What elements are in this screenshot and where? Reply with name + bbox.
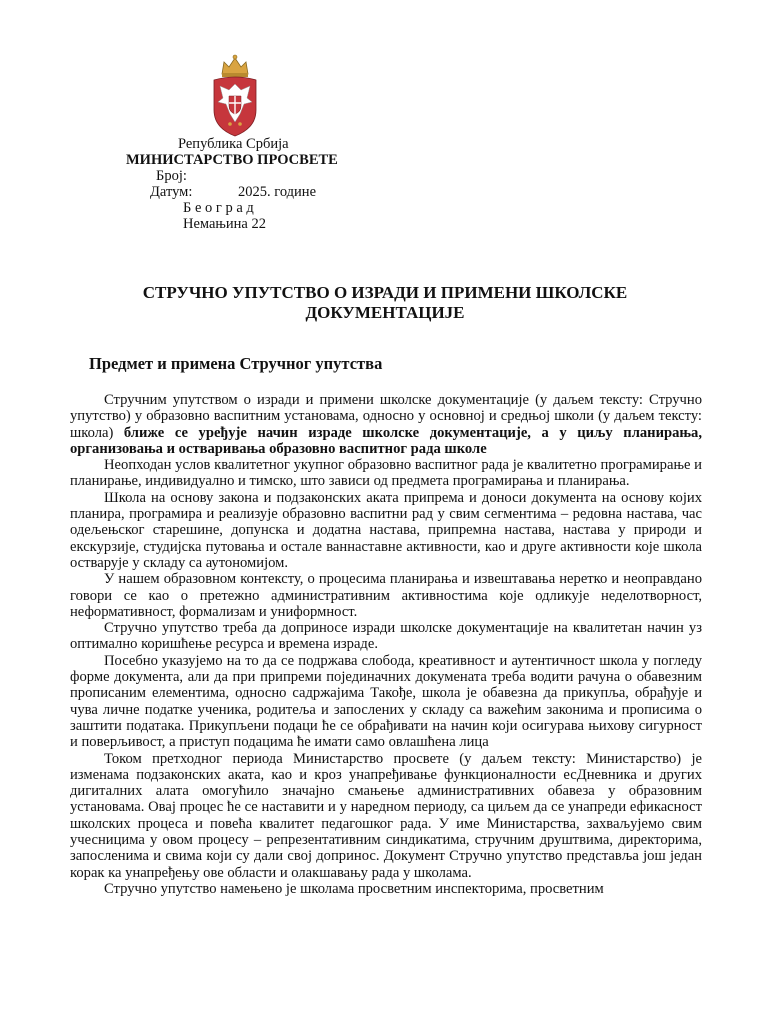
paragraph-3: Школа на основу закона и подзаконских аката припрема и доноси документа на основу којих планира, програмира и реализује образовно васпитни рад у свим сегментима – редовна настава, час одељењског старешине, допунска и додатна настава, припремна настава, настава у природи и екскурзије, студијска путовања и остале ваннаставне активности, као и друге активности које школа остварује у складу са аутономијом. bbox=[70, 489, 702, 571]
document-title-line-2: ДОКУМЕНТАЦИЈЕ bbox=[305, 303, 465, 322]
document-title-line-1: СТРУЧНО УПУТСТВО О ИЗРАДИ И ПРИМЕНИ ШКОЛСКЕ bbox=[142, 283, 628, 302]
paragraph-2: Неопходан услов квалитетног укупног образовно васпитног рада је квалитетно програмирање и планирање, индивидуално и тимско, што зависи од предмета програмирања и планирања. bbox=[70, 457, 702, 490]
paragraph-8: Стручно упутство намењено је школама просветним инспекторима, просветним bbox=[104, 880, 604, 897]
header-number-label: Број: bbox=[156, 168, 187, 184]
paragraph-7: Током претходног периода Министарство просвете (у даљем тексту: Министарство) је изменама подзаконских аката, као и кроз унапређивање функционалности есДневника и других дигиталних алата омогућило значајно смањење административних обавеза у образовним установама. Овај процес ће се наставити и у наредном периоду, са циљем да се унапреди ефикасност школских процеса и повећа квалитет педагошког рада. У име Министарства, захваљујемо свим учесницима у овом процесу – репрезентативним синдикатима, стручним друштвима, директорима, запосленима и свима који су дали свој допринос. Документ Стручно упутство представља још један корак ка унапређењу ове области и олакшавању рада у школама. bbox=[70, 750, 702, 881]
header-address: Немањина 22 bbox=[183, 216, 266, 232]
document-body bbox=[70, 392, 702, 897]
document-title bbox=[60, 283, 710, 323]
paragraph-1 bbox=[70, 392, 702, 457]
paragraph-6: Посебно указујемо на то да се подржава слобода, креативност и аутентичност школа у погледу форме документа, али да при припреми појединачних докумената треба водити рачуна о обавезним прописаним елементима, односно садржајима Такође, школа је обавезна да прикупља, обрађује и чува личне податке ученика, родитеља и запослених у складу са важећим законима и прописима о заштити података. Прикупљени подаци ће се обрађивати на начин који осигурава њихову сигурност и поверљивост, а приступ подацима ће имати само овлашћена лица bbox=[70, 652, 702, 751]
header-republic: Република Србија bbox=[178, 136, 289, 152]
header-city: Б е о г р а д bbox=[183, 200, 254, 216]
header-date-value: 2025. године bbox=[238, 184, 317, 200]
paragraph-1-bold: ближе се уређује начин израде школске документације, а у циљу планирања, организовања и остваривања образовно васпитног рада школе bbox=[70, 424, 702, 457]
header-date-label: Датум: bbox=[150, 184, 193, 200]
paragraph-4: У нашем образовном контексту, о процесима планирања и извештавања неретко и неоправдано говори се као о претежно административним активностима које одликује неделотворност, неформативност, формализам и униформност. bbox=[70, 571, 702, 620]
section-heading: Предмет и примена Стручног упутства bbox=[89, 354, 383, 373]
coat-of-arms-icon bbox=[212, 52, 258, 138]
paragraph-5: Стручно упутство треба да доприносе изради школске документације на квалитетан начин уз оптимално коришћење ресурса и времена израде. bbox=[70, 620, 702, 653]
paragraph-1-regular: Стручним упутством о изради и примени школске документације (у даљем тексту: Стручно упутство) у образовно васпитним установама, односно у основној и средњој школи (у даљем тексту: школа) bbox=[70, 392, 702, 441]
header-ministry: МИНИСТАРСТВО ПРОСВЕТЕ bbox=[126, 152, 338, 168]
